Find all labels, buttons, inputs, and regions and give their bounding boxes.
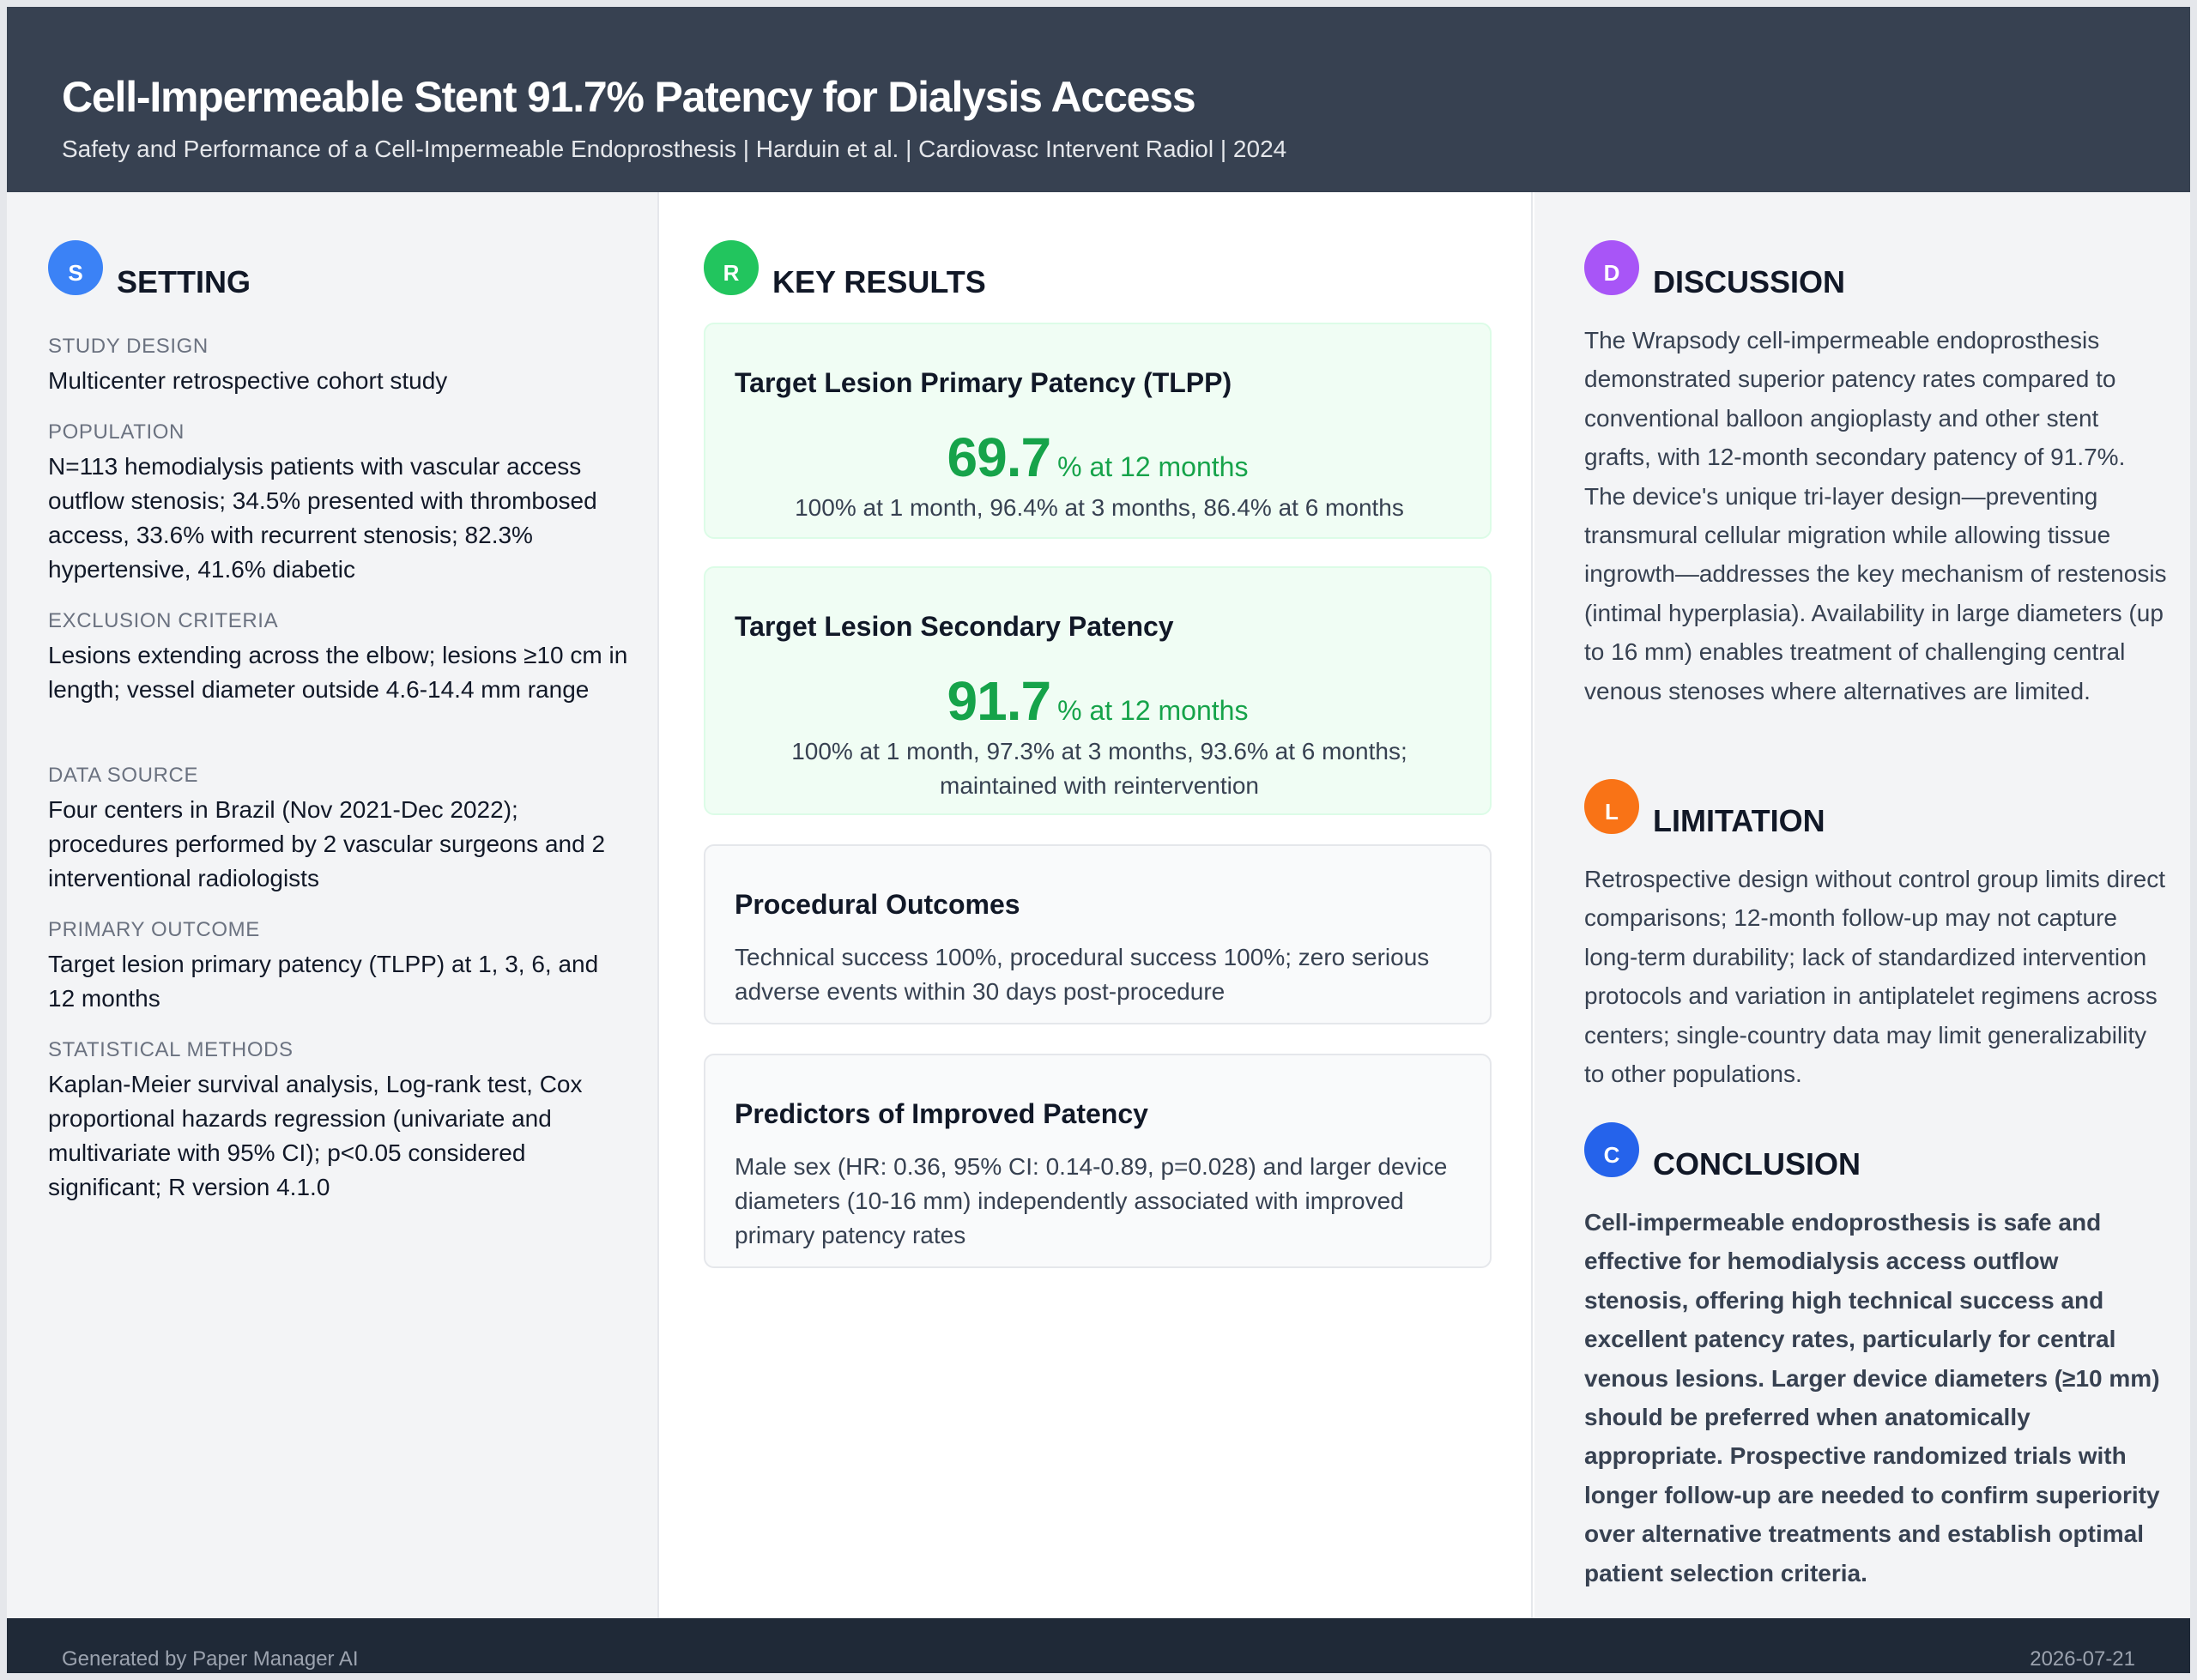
footer-bar bbox=[7, 1618, 2190, 1673]
discussion-badge: D bbox=[1584, 240, 1639, 295]
secondary-patency-card-title: Target Lesion Secondary Patency bbox=[735, 611, 1174, 642]
conclusion-badge: C bbox=[1584, 1122, 1639, 1177]
analysis-column bbox=[1534, 192, 2190, 1618]
conclusion-text: Cell-impermeable endoprosthesis is safe and effective for hemodialysis access outflow stenosis, offering high technical success and excellent patency rates, particularly for central venous lesions. Larger device diameters (≥10 mm) should be preferred when anatomically appropriate. Prospective randomized trials with longer follow-up are needed to confirm superiority over alternative treatments and establish optimal patient selection criteria. bbox=[1584, 1209, 2160, 1586]
secondary-patency-card bbox=[704, 566, 1492, 815]
secondary-patency-value: 91.7 bbox=[947, 670, 1051, 732]
primary-outcome-label: PRIMARY OUTCOME bbox=[48, 918, 260, 941]
primary-outcome-value: Target lesion primary patency (TLPP) at 1, 3, 6, and 12 months bbox=[48, 951, 599, 1012]
secondary-patency-detail: 100% at 1 month, 97.3% at 3 months, 93.6% at 6 months; maintained with reintervention bbox=[791, 738, 1407, 799]
tlpp-card bbox=[704, 323, 1492, 539]
results-column bbox=[661, 192, 1533, 1618]
limitation-header bbox=[1584, 779, 2099, 836]
summary-page bbox=[7, 7, 2190, 1673]
setting-column bbox=[7, 192, 659, 1618]
population-value: N=113 hemodialysis patients with vascular access outflow stenosis; 34.5% presented with thrombosed access, 33.6% with recurrent stenosis; 82.3% hypertensive, 41.6% diabetic bbox=[48, 453, 597, 583]
predictors-card bbox=[704, 1054, 1492, 1268]
exclusion-criteria-label: EXCLUSION CRITERIA bbox=[48, 609, 279, 632]
secondary-patency-unit: % at 12 months bbox=[1057, 695, 1249, 726]
footer-generator-credit: Generated by Paper Manager AI bbox=[62, 1647, 359, 1671]
procedural-outcomes-card bbox=[704, 844, 1492, 1024]
study-design-label: STUDY DESIGN bbox=[48, 335, 209, 358]
secondary-patency-stat bbox=[705, 669, 1490, 733]
discussion-title: DISCUSSION bbox=[1653, 264, 1846, 299]
tlpp-unit: % at 12 months bbox=[1057, 451, 1249, 482]
results-title: KEY RESULTS bbox=[772, 264, 986, 299]
statistical-methods-value: Kaplan-Meier survival analysis, Log-rank test, Cox proportional hazards regression (univariate and multivariate with 95% CI); p<0.05 considered significant; R version 4.1.0 bbox=[48, 1071, 583, 1200]
results-header bbox=[704, 240, 1219, 297]
data-source-label: DATA SOURCE bbox=[48, 764, 199, 787]
statistical-methods-label: STATISTICAL METHODS bbox=[48, 1038, 294, 1061]
header-banner bbox=[7, 7, 2190, 192]
tlpp-value: 69.7 bbox=[947, 426, 1051, 488]
discussion-header bbox=[1584, 240, 2099, 297]
limitation-text: Retrospective design without control group limits direct comparisons; 12-month follow-up may not capture long-term durability; lack of standardized intervention protocols and variation in antiplatelet regimens across centers; single-country data may limit generalizability to other populations. bbox=[1584, 866, 2165, 1088]
procedural-outcomes-detail: Technical success 100%, procedural success 100%; zero serious adverse events within 30 days post-procedure bbox=[735, 944, 1430, 1005]
predictors-title: Predictors of Improved Patency bbox=[735, 1098, 1148, 1129]
footer-date: 2026-07-21 bbox=[2030, 1647, 2135, 1671]
tlpp-card-title: Target Lesion Primary Patency (TLPP) bbox=[735, 367, 1232, 398]
page-title: Cell-Impermeable Stent 91.7% Patency for Dialysis Access bbox=[62, 73, 1195, 121]
data-source-value: Four centers in Brazil (Nov 2021-Dec 2022); procedures performed by 2 vascular surgeons and 2 interventional radiologists bbox=[48, 796, 606, 891]
exclusion-criteria-value: Lesions extending across the elbow; lesions ≥10 cm in length; vessel diameter outside 4.6-14.4 mm range bbox=[48, 642, 628, 703]
limitation-badge: L bbox=[1584, 779, 1639, 834]
conclusion-title: CONCLUSION bbox=[1653, 1146, 1861, 1181]
procedural-outcomes-title: Procedural Outcomes bbox=[735, 889, 1020, 920]
results-badge: R bbox=[704, 240, 759, 295]
conclusion-header bbox=[1584, 1122, 2099, 1179]
study-design-value: Multicenter retrospective cohort study bbox=[48, 367, 448, 394]
predictors-detail: Male sex (HR: 0.36, 95% CI: 0.14-0.89, p=0.028) and larger device diameters (10-16 mm) independently associated with improved primary patency rates bbox=[735, 1153, 1448, 1248]
discussion-text: The Wrapsody cell-impermeable endoprosthesis demonstrated superior patency rates compared to conventional balloon angioplasty and other stent grafts, with 12-month secondary patency of 91.7%. The device's unique tri-layer design—preventing transmural cellular migration while allowing tissue ingrowth—addresses the key mechanism of restenosis (intimal hyperplasia). Availability in large diameters (up to 16 mm) enables treatment of challenging central venous stenoses where alternatives are limited. bbox=[1584, 327, 2167, 704]
setting-badge: S bbox=[48, 240, 103, 295]
population-label: POPULATION bbox=[48, 420, 185, 444]
limitation-title: LIMITATION bbox=[1653, 803, 1825, 838]
setting-title: SETTING bbox=[117, 264, 251, 299]
tlpp-stat bbox=[705, 426, 1490, 489]
page-subtitle: Safety and Performance of a Cell-Impermeable Endoprosthesis | Harduin et al. | Cardiovasc Intervent Radiol | 2024 bbox=[62, 136, 1287, 162]
setting-header bbox=[48, 240, 563, 297]
tlpp-detail: 100% at 1 month, 96.4% at 3 months, 86.4% at 6 months bbox=[795, 494, 1404, 521]
